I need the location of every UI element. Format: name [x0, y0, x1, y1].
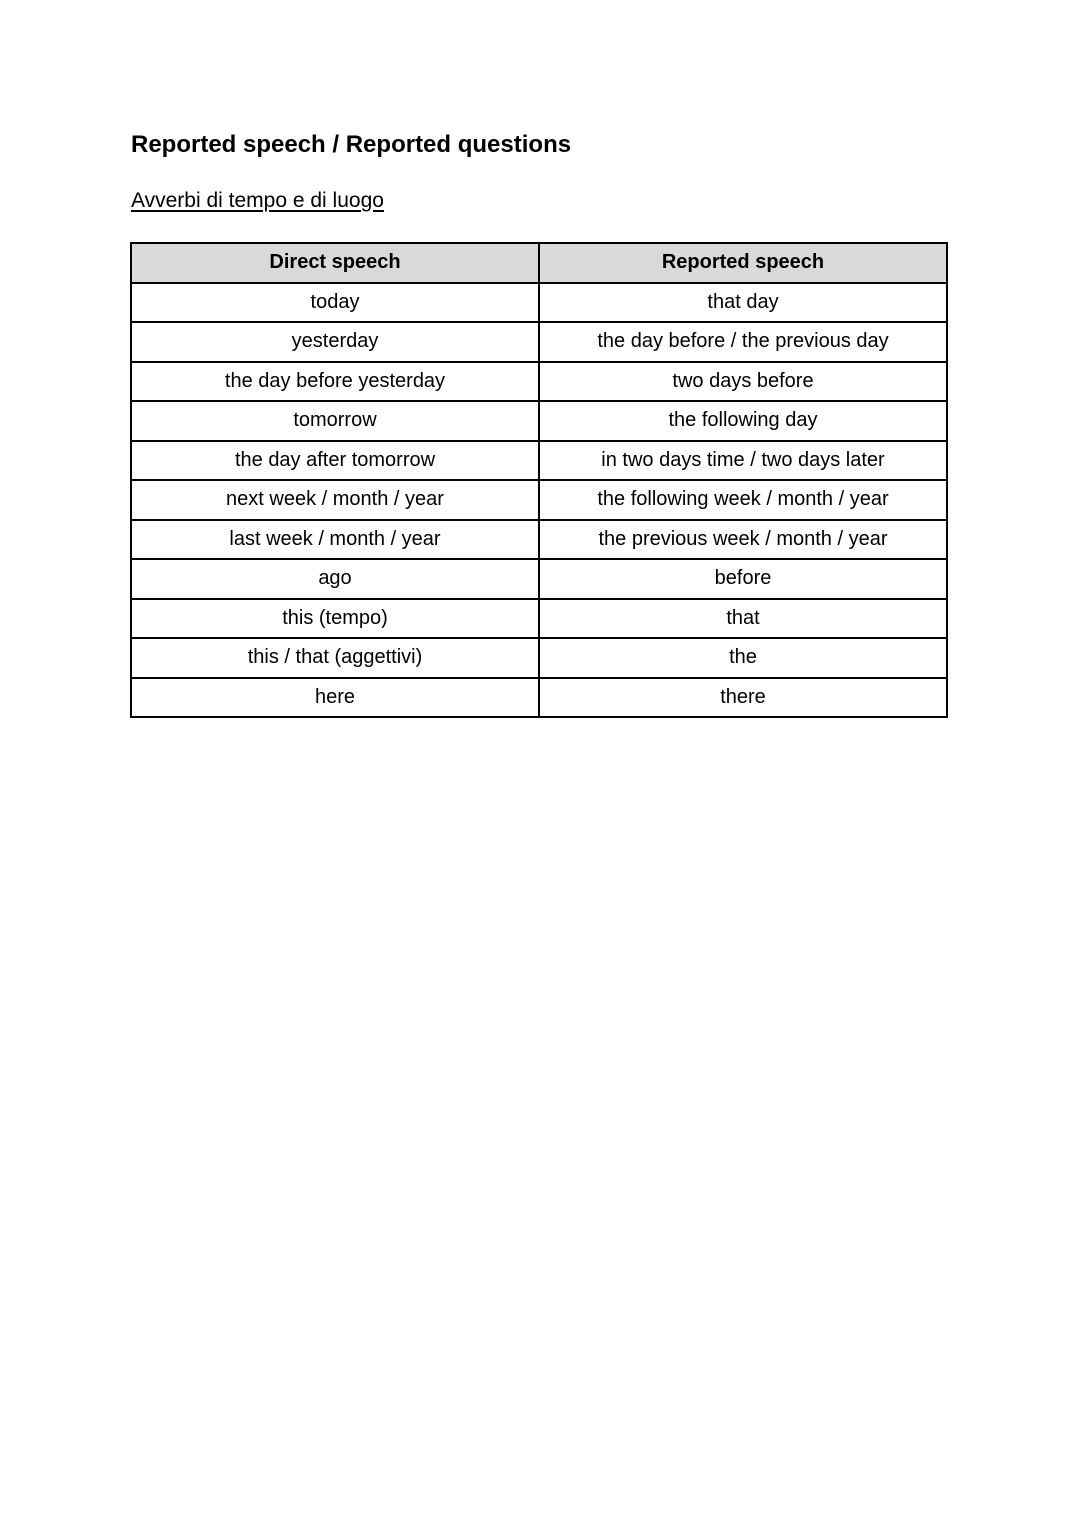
- table-row: [131, 638, 947, 678]
- table-row: [131, 362, 947, 402]
- reported-speech-cell: there: [539, 678, 947, 718]
- table-row: [131, 599, 947, 639]
- direct-speech-cell: the day before yesterday: [131, 362, 539, 402]
- table-row: [131, 441, 947, 481]
- reported-speech-cell: in two days time / two days later: [539, 441, 947, 481]
- section-subtitle: Avverbi di tempo e di luogo: [131, 189, 384, 212]
- direct-speech-cell: here: [131, 678, 539, 718]
- direct-speech-cell: this (tempo): [131, 599, 539, 639]
- table-row: [131, 559, 947, 599]
- direct-speech-cell: ago: [131, 559, 539, 599]
- direct-speech-cell: last week / month / year: [131, 520, 539, 560]
- reported-speech-cell: the previous week / month / year: [539, 520, 947, 560]
- reported-speech-cell: the: [539, 638, 947, 678]
- table-row: [131, 480, 947, 520]
- table-row: [131, 283, 947, 323]
- header-reported-speech: Reported speech: [539, 243, 947, 283]
- direct-speech-cell: today: [131, 283, 539, 323]
- reported-speech-cell: the following week / month / year: [539, 480, 947, 520]
- reported-speech-cell: before: [539, 559, 947, 599]
- direct-speech-cell: the day after tomorrow: [131, 441, 539, 481]
- adverbs-table: [130, 242, 948, 718]
- table-row: [131, 401, 947, 441]
- direct-speech-cell: next week / month / year: [131, 480, 539, 520]
- reported-speech-cell: two days before: [539, 362, 947, 402]
- page-title: Reported speech / Reported questions: [131, 131, 572, 158]
- header-direct-speech: Direct speech: [131, 243, 539, 283]
- reported-speech-cell: that day: [539, 283, 947, 323]
- table-row: [131, 322, 947, 362]
- table-header-row: [131, 243, 947, 283]
- reported-speech-cell: the day before / the previous day: [539, 322, 947, 362]
- reported-speech-cell: the following day: [539, 401, 947, 441]
- reported-speech-cell: that: [539, 599, 947, 639]
- direct-speech-cell: tomorrow: [131, 401, 539, 441]
- direct-speech-cell: this / that (aggettivi): [131, 638, 539, 678]
- table-row: [131, 520, 947, 560]
- table-row: [131, 678, 947, 718]
- direct-speech-cell: yesterday: [131, 322, 539, 362]
